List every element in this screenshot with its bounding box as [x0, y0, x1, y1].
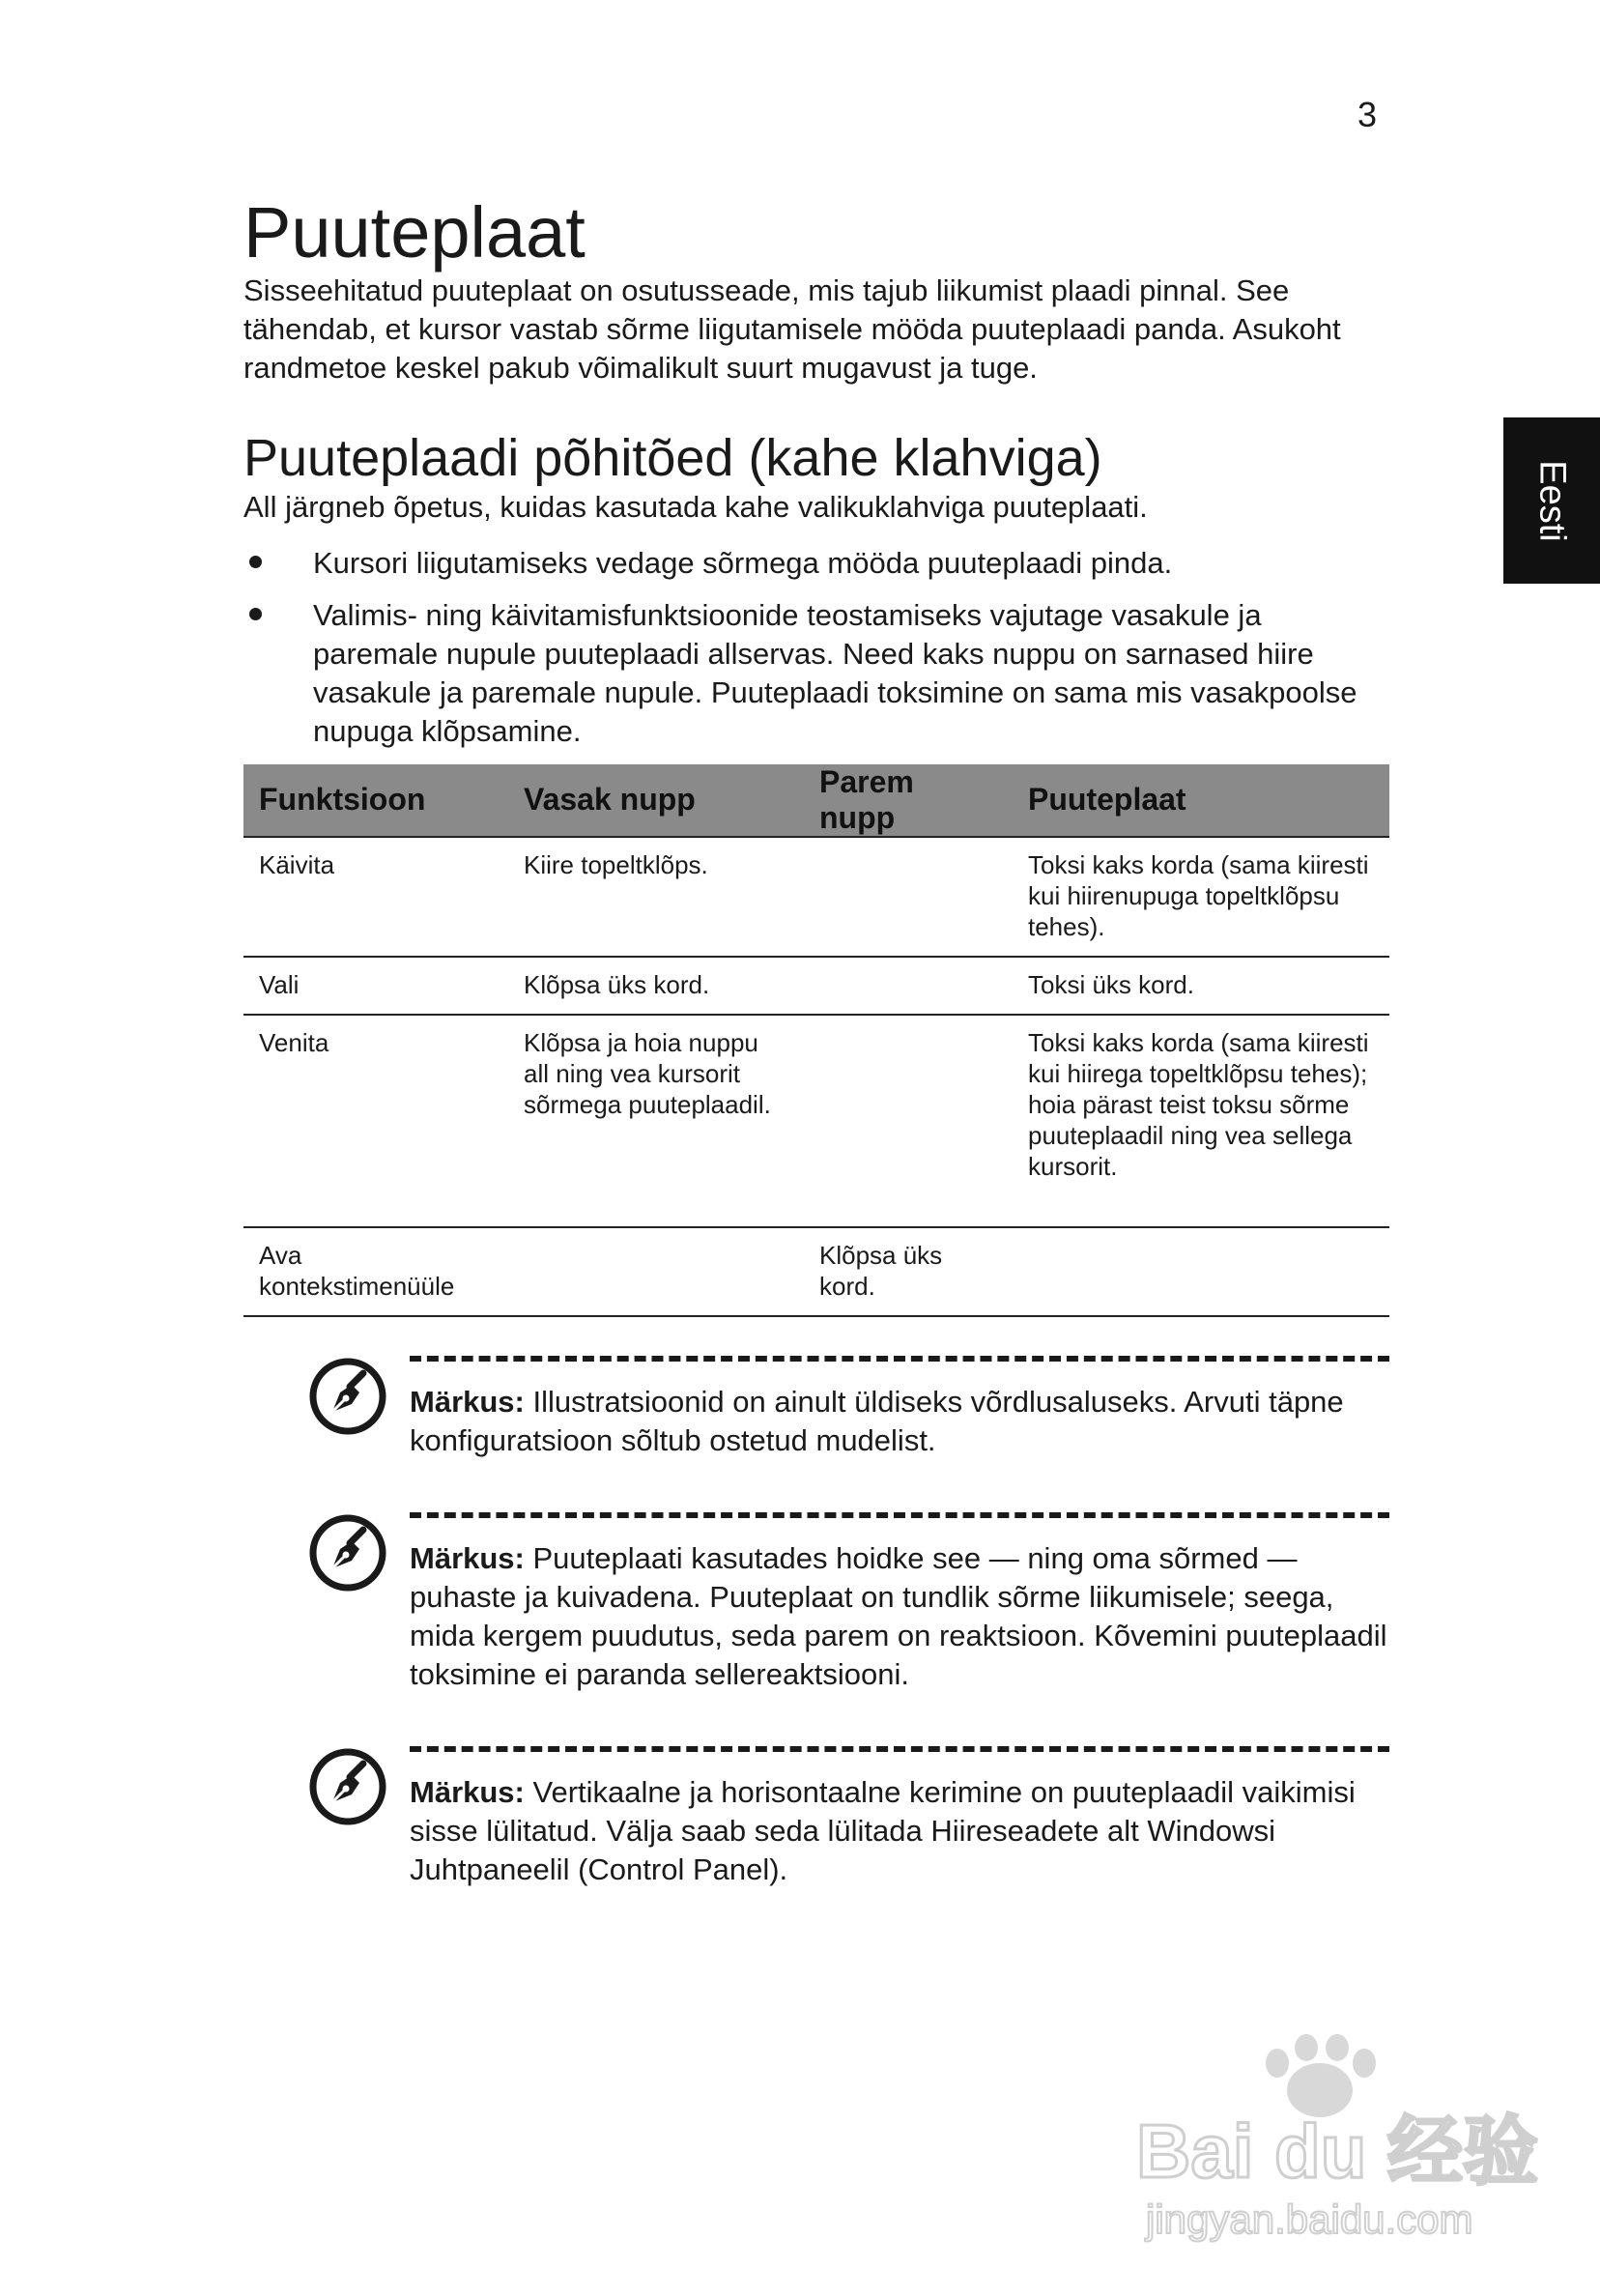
watermark-url: jingyan.baidu.com	[1146, 2196, 1473, 2242]
table-cell: Klõpsa üks kord.	[508, 957, 804, 1015]
table-cell	[804, 957, 1013, 1015]
table-cell: Ava kontekstimenüüle	[243, 1227, 508, 1316]
note-body: Vertikaalne ja horisontaalne kerimine on puuteplaadil vaikimisi sisse lülitatud. Välja saab seda lülitada Hiireseadete alt Windowsi Juhtpaneelil (Control Panel).	[410, 1774, 1356, 1886]
section-lead: All järgneb õpetus, kuidas kasutada kahe valikuklahviga puuteplaati.	[243, 489, 1148, 524]
note	[243, 1356, 1389, 1460]
bullet-text: Valimis- ning käivitamisfunktsioonide teostamiseks vajutage vasakule ja paremale nupule puuteplaadi allservas. Need kaks nuppu on sarnased hiire vasakule ja paremale nupule. Puuteplaadi toksimine on sama mis vasakpoolse nupuga klõpsamine.	[313, 597, 1357, 748]
header-funktsioon: Funktsioon	[243, 764, 508, 837]
note-divider	[410, 1512, 1389, 1518]
table-cell	[508, 1227, 804, 1316]
functions-table	[243, 764, 1389, 1317]
language-tab-label: Eesti	[1531, 459, 1573, 542]
page-title: Puuteplaat	[243, 192, 586, 273]
table-row	[243, 957, 1389, 1015]
pen-nib-note-icon	[307, 1746, 388, 1827]
table-cell	[804, 837, 1013, 957]
note-label: Märkus:	[410, 1774, 525, 1809]
table-cell: Kiire topeltklõps.	[508, 837, 804, 957]
page-content	[243, 193, 1389, 1941]
note-text	[410, 1773, 1389, 1889]
note-text	[410, 1383, 1389, 1460]
bullet-text: Kursori liigutamiseks vedage sõrmega mööda puuteplaadi pinda.	[313, 545, 1173, 580]
table-header-row	[243, 764, 1389, 837]
bullet-icon	[249, 608, 262, 620]
table-row	[243, 1227, 1389, 1316]
pen-nib-note-icon	[307, 1512, 388, 1593]
table-cell: Klõpsa üks kord.	[804, 1227, 1013, 1316]
paw-icon	[1266, 2034, 1376, 2117]
header-puuteplaat: Puuteplaat	[1013, 764, 1389, 837]
watermark-brand: Bai du 经验	[1136, 2109, 1539, 2194]
table-row	[243, 1015, 1389, 1227]
section-title: Puuteplaadi põhitõed (kahe klahviga)	[243, 429, 1102, 488]
note-text	[410, 1539, 1389, 1694]
bullet-icon	[249, 556, 262, 568]
note	[243, 1746, 1389, 1889]
notes	[243, 1356, 1389, 1889]
header-vasak-nupp: Vasak nupp	[508, 764, 804, 837]
bullet-list	[243, 544, 1389, 751]
table-cell: Venita	[243, 1015, 508, 1227]
table-cell	[804, 1015, 1013, 1227]
list-item	[243, 544, 1389, 583]
pen-nib-note-icon	[307, 1356, 388, 1437]
header-parem-nupp: Parem nupp	[804, 764, 1013, 837]
intro-paragraph: Sisseehitatud puuteplaat on osutusseade, mis tajub liikumist plaadi pinnal. See tähendab, et kursor vastab sõrme liigutamisele mööda puuteplaadi panda. Asukoht randmetoe keskel pakub võimalikult suurt mugavust ja tuge.	[243, 273, 1341, 386]
table-cell: Toksi kaks korda (sama kiiresti kui hiirega topeltklõpsu tehes); hoia pärast teist toksu sõrme puuteplaadil ning vea sellega kursorit.	[1013, 1015, 1389, 1227]
note-label: Märkus:	[410, 1540, 525, 1575]
table-cell: Klõpsa ja hoia nuppu all ning vea kursorit sõrmega puuteplaadil.	[508, 1015, 804, 1227]
note	[243, 1512, 1389, 1694]
note-divider	[410, 1356, 1389, 1362]
table-row	[243, 837, 1389, 957]
page-number: 3	[1357, 95, 1378, 134]
table-cell: Toksi üks kord.	[1013, 957, 1389, 1015]
note-divider	[410, 1746, 1389, 1752]
note-body: Illustratsioonid on ainult üldiseks võrdlusaluseks. Arvuti täpne konfiguratsioon sõltub ostetud mudelist.	[410, 1384, 1344, 1457]
note-label: Märkus:	[410, 1384, 525, 1419]
table-cell: Käivita	[243, 837, 508, 957]
baidu-jingyan-watermark	[1130, 2034, 1539, 2256]
table-cell: Vali	[243, 957, 508, 1015]
list-item	[243, 596, 1389, 751]
language-tab	[1503, 417, 1600, 584]
note-body: Puuteplaati kasutades hoidke see — ning oma sõrmed — puhaste ja kuivadena. Puuteplaat on tundlik sõrme liikumisele; seega, mida kergem puudutus, seda parem on reaktsioon. Kõvemini puuteplaadil toksimine ei paranda sellereaktsiooni.	[410, 1540, 1387, 1691]
table-cell: Toksi kaks korda (sama kiiresti kui hiirenupuga topeltklõpsu tehes).	[1013, 837, 1389, 957]
table-cell	[1013, 1227, 1389, 1316]
